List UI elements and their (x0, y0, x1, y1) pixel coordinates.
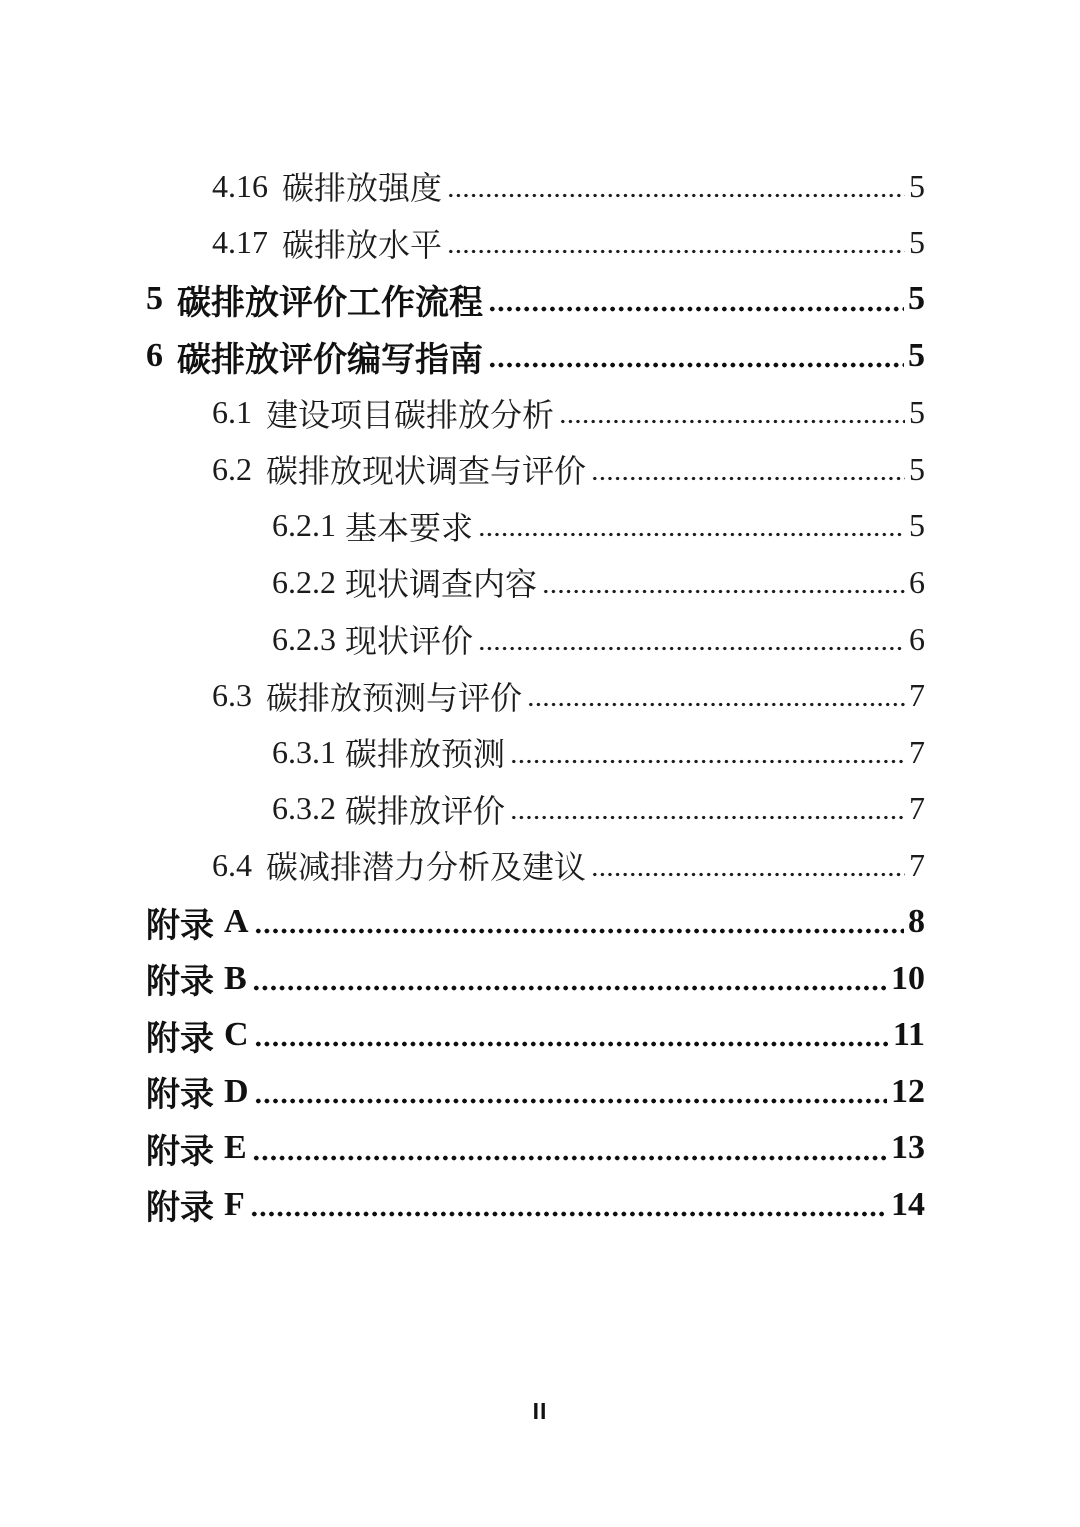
toc-entry-title: E (224, 1129, 247, 1167)
toc-entry (0, 328, 1080, 385)
toc-dot-leader (447, 231, 905, 254)
toc-dot-leader (254, 1080, 887, 1104)
toc-dot-leader (478, 514, 905, 537)
toc-entry (0, 441, 1080, 498)
toc-entry (0, 611, 1080, 668)
toc-entry-title: 碳排放评价 (345, 792, 506, 829)
toc-entry-number: 4.17 (212, 224, 268, 261)
toc-entry-title: 现状评价 (345, 623, 474, 660)
toc-entry-number: 5 (146, 280, 163, 318)
toc-entry-number: 附录 (146, 1076, 214, 1115)
toc-entry-number: 附录 (146, 906, 214, 945)
toc-entry-title: C (224, 1016, 249, 1054)
toc-entry-page: 5 (908, 337, 925, 375)
toc-dot-leader (447, 175, 905, 198)
toc-dot-leader (510, 741, 905, 764)
toc-entry-page: 13 (891, 1129, 925, 1167)
toc-entry (0, 498, 1080, 555)
toc-entry-page: 6 (909, 620, 925, 657)
toc-entry-number: 6.2.3 (272, 620, 336, 657)
toc-entry-page: 12 (891, 1072, 925, 1110)
toc-entry-page: 5 (908, 280, 925, 318)
toc-entry (0, 724, 1080, 781)
toc-dot-leader (559, 401, 905, 424)
toc-entry (0, 1120, 1080, 1177)
toc-entry-title: 碳排放预测与评价 (266, 679, 523, 716)
toc-entry-title: 碳排放水平 (282, 226, 443, 263)
toc-entry (0, 894, 1080, 951)
toc-entry-page: 5 (909, 450, 925, 487)
toc-dot-leader (510, 797, 905, 820)
toc-entry (0, 271, 1080, 328)
toc-dot-leader (250, 1193, 887, 1217)
toc-dot-leader (542, 571, 905, 594)
toc-entry-title: B (224, 959, 247, 997)
toc-entry-number: 6.2.2 (272, 563, 336, 600)
toc-entry-number: 6.3 (212, 677, 252, 714)
toc-dot-leader (591, 854, 905, 877)
toc-entry (0, 781, 1080, 838)
toc-entry-number: 6.4 (212, 846, 252, 883)
toc-entry-page: 5 (909, 224, 925, 261)
toc-entry-number: 4.16 (212, 167, 268, 204)
toc-entry-title: 碳减排潜力分析及建议 (266, 849, 587, 886)
toc-dot-leader (252, 966, 887, 990)
toc-entry-title: 碳排放强度 (282, 170, 443, 207)
toc-entry-number: 6 (146, 337, 163, 375)
toc-entry (0, 215, 1080, 272)
toc-entry (0, 837, 1080, 894)
toc-entry (0, 158, 1080, 215)
toc-entry-title: 碳排放现状调查与评价 (266, 453, 587, 490)
toc-entry-number: 附录 (146, 1189, 214, 1228)
toc-dot-leader (254, 1023, 889, 1047)
toc-entry-title: A (224, 903, 249, 941)
toc-entry-page: 7 (909, 790, 925, 827)
toc-entry (0, 1064, 1080, 1121)
toc-entry-number: 附录 (146, 1019, 214, 1058)
toc-entry-title: F (224, 1185, 245, 1223)
toc-entry-title: 现状调查内容 (345, 566, 538, 603)
toc-entry (0, 667, 1080, 724)
toc-entry-page: 7 (909, 846, 925, 883)
toc-entry-number: 6.3.1 (272, 733, 336, 770)
toc-entry (0, 384, 1080, 441)
toc-dot-leader (591, 458, 905, 481)
toc-entry-title: 碳排放评价编写指南 (177, 340, 483, 379)
toc-entry-page: 10 (891, 959, 925, 997)
toc-entry-title: 建设项目碳排放分析 (266, 396, 555, 433)
toc-entry-page: 6 (909, 563, 925, 600)
toc-entry-page: 5 (909, 394, 925, 431)
toc-entry-title: D (224, 1072, 249, 1110)
toc-entry-page: 14 (891, 1185, 925, 1223)
toc-dot-leader (254, 910, 904, 934)
toc-entry-title: 碳排放评价工作流程 (177, 283, 483, 322)
toc-dot-leader (478, 628, 905, 651)
toc-entry-page: 7 (909, 733, 925, 770)
toc-entry (0, 1177, 1080, 1234)
toc-entry-page: 5 (909, 167, 925, 204)
toc-entry-number: 6.2 (212, 450, 252, 487)
toc-entry-title: 碳排放预测 (345, 736, 506, 773)
toc-entry-page: 5 (909, 507, 925, 544)
toc-entry-number: 附录 (146, 1132, 214, 1171)
toc-entry-page: 8 (908, 903, 925, 941)
toc-entry-number: 6.1 (212, 394, 252, 431)
toc-entry-title: 基本要求 (345, 509, 474, 546)
toc-entry (0, 950, 1080, 1007)
toc-entry-number: 6.2.1 (272, 507, 336, 544)
toc-entry-page: 11 (892, 1016, 925, 1054)
toc-dot-leader (527, 684, 905, 707)
toc-dot-leader (252, 1136, 887, 1160)
toc-entry-number: 6.3.2 (272, 790, 336, 827)
toc-entry-page: 7 (909, 677, 925, 714)
toc-dot-leader (488, 344, 904, 368)
page-number-footer: II (532, 1398, 548, 1424)
toc-entry (0, 554, 1080, 611)
toc-dot-leader (488, 287, 904, 311)
toc-entry (0, 1007, 1080, 1064)
toc-entry-number: 附录 (146, 963, 214, 1002)
